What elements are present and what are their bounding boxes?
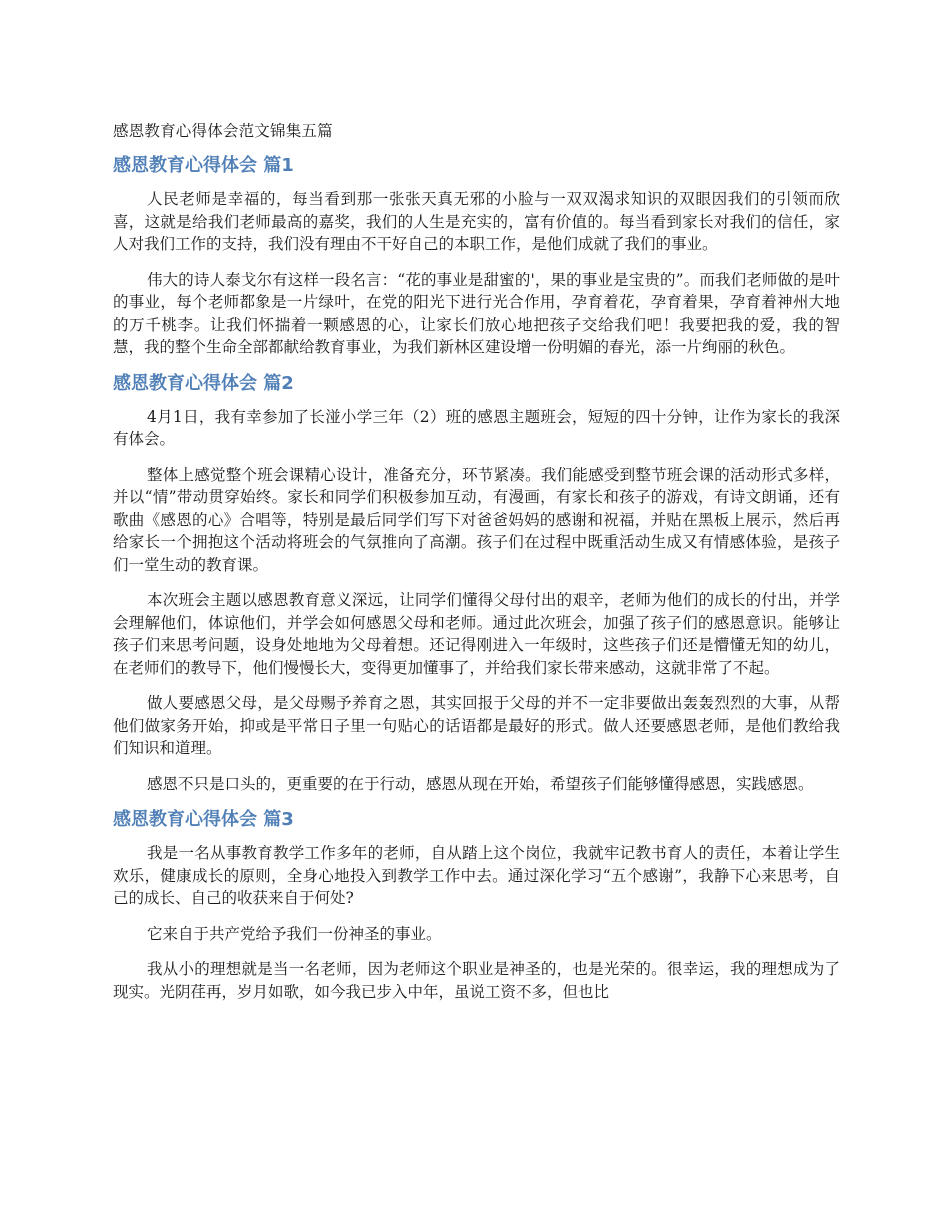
section-3 bbox=[113, 808, 840, 1003]
section-heading: 感恩教育心得体会 篇3 bbox=[113, 809, 294, 830]
section-2 bbox=[113, 372, 840, 796]
paragraph: 感恩不只是口头的，更重要的在于行动，感恩从现在开始，希望孩子们能够懂得感恩，实践感恩。 bbox=[147, 774, 814, 793]
paragraph: 伟大的诗人泰戈尔有这样一段名言：“花的事业是甜蜜的'，果的事业是宝贵的”。而我们老师做的是叶的事业，每个老师都象是一片绿叶，在党的阳光下进行光合作用，孕育着花，孕育着果，孕育着神州大地的万千桃李。让我们怀揣着一颗感恩的心，让家长们放心地把孩子交给我们吧！我要把我的爱，我的智慧，我的整个生命全部都献给教育事业，为我们新林区建设增一份明媚的春光，添一片绚丽的秋色。 bbox=[113, 270, 840, 356]
paragraph: 整体上感觉整个班会课精心设计，准备充分，环节紧凑。我们能感受到整节班会课的活动形式多样，并以“情”带动贯穿始终。家长和同学们积极参加互动，有漫画，有家长和孩子的游戏，有诗文朗诵，还有歌曲《感恩的心》合唱等，特别是最后同学们写下对爸爸妈妈的感谢和祝福，并贴在黑板上展示，然后再给家长一个拥抱这个活动将班会的气氛推向了高潮。孩子们在过程中既重活动生成又有情感体验，是孩子们一堂生动的教育课。 bbox=[113, 465, 840, 574]
paragraph: 我从小的理想就是当一名老师，因为老师这个职业是神圣的，也是光荣的。很幸运，我的理想成为了现实。光阴荏再，岁月如歌，如今我已步入中年，虽说工资不多，但也比 bbox=[113, 960, 840, 1001]
section-1 bbox=[113, 154, 840, 359]
section-heading: 感恩教育心得体会 篇2 bbox=[113, 372, 294, 394]
section-heading: 感恩教育心得体会 篇1 bbox=[113, 155, 294, 176]
paragraph: 我是一名从事教育教学工作多年的老师，自从踏上这个岗位，我就牢记教书育人的责任，本着让学生欢乐，健康成长的原则，全身心地投入到教学工作中去。通过深化学习“五个感谢”，我静下心来思考，自己的成长、自己的收获来自于何处? bbox=[113, 844, 840, 907]
document-title: 感恩教育心得体会范文锦集五篇 bbox=[113, 122, 333, 140]
document-page bbox=[113, 120, 840, 1016]
paragraph: 本次班会主题以感恩教育意义深远，让同学们懂得父母付出的艰辛，老师为他们的成长的付出，并学会理解他们，体谅他们，并学会如何感恩父母和老师。通过此次班会，加强了孩子们的感恩意识。能够让孩子们来思考问题，设身处地地为父母着想。还记得刚进入一年级时，这些孩子们还是懵懂无知的幼儿，在老师们的教导下，他们慢慢长大，变得更加懂事了，并给我们家长带来感动，这就非常了不起。 bbox=[113, 591, 840, 677]
paragraph: 4月1日，我有幸参加了长湴小学三年（2）班的感恩主题班会，短短的四十分钟，让作为家长的我深有体会。 bbox=[113, 407, 840, 448]
paragraph: 它来自于共产党给予我们一份神圣的事业。 bbox=[147, 924, 442, 943]
paragraph: 做人要感恩父母，是父母赐予养育之恩，其实回报于父母的并不一定非要做出轰轰烈烈的大事，从帮他们做家务开始，抑或是平常日子里一句贴心的话语都是最好的形式。做人还要感恩老师，是他们教给我们知识和道理。 bbox=[113, 694, 840, 757]
paragraph: 人民老师是幸福的，每当看到那一张张天真无邪的小脸与一双双渴求知识的双眼因我们的引领而欣喜，这就是给我们老师最高的嘉奖，我们的人生是充实的，富有价值的。每当看到家长对我们的信任，家人对我们工作的支持，我们没有理由不干好自己的本职工作，是他们成就了我们的事业。 bbox=[113, 190, 840, 253]
